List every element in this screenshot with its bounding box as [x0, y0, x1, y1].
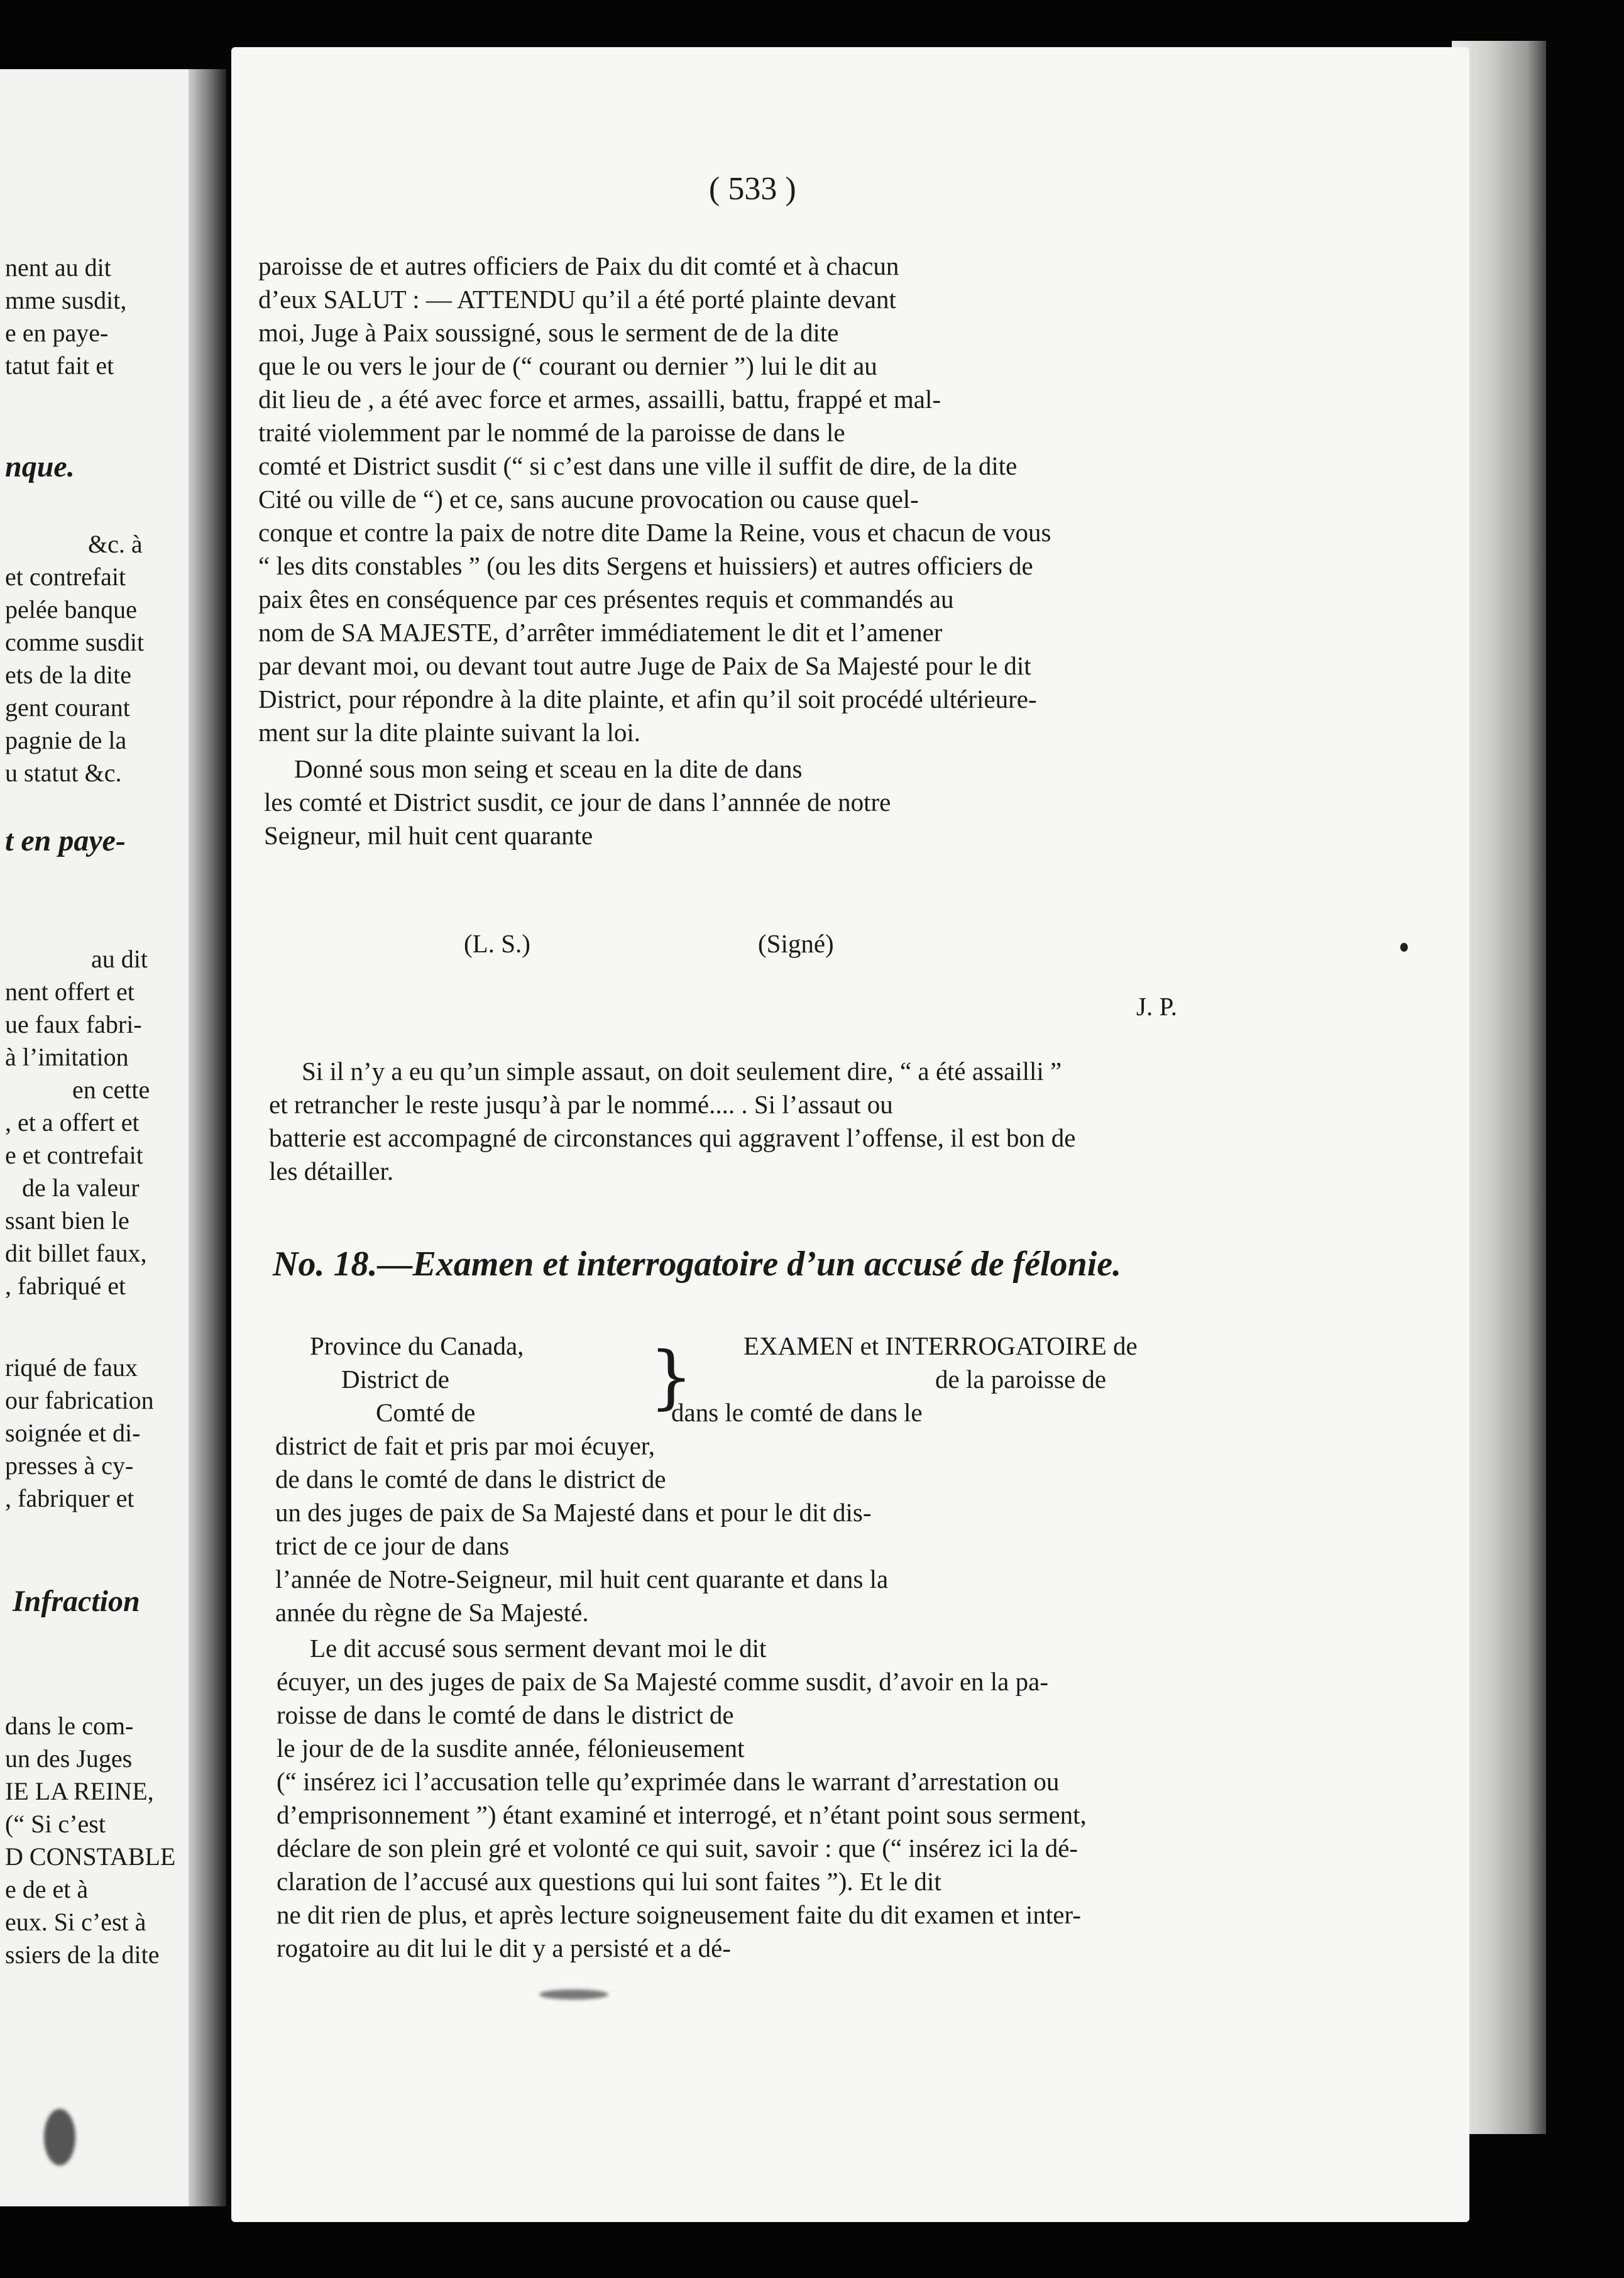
warrant-line: Donné sous mon seing et sceau en la dite de dans [294, 754, 803, 783]
left-line: dans le com- [5, 1712, 134, 1740]
left-heading: Infraction [13, 1585, 140, 1618]
note-line: les détailler. [269, 1157, 394, 1186]
examen-county: dans le comté de dans le [671, 1398, 923, 1427]
examen-line: déclare de son plein gré et volonté ce qui suit, savoir : que (“ insérez ici la dé- [277, 1834, 1078, 1863]
warrant-line: que le ou vers le jour de (“ courant ou dernier ”) lui le dit au [258, 351, 877, 380]
signed-label: (Signé) [758, 929, 834, 958]
left-line: our fabrication [5, 1386, 154, 1414]
examen-line: roisse de dans le comté de dans le district de [277, 1700, 734, 1729]
note-line: Si il n’y a eu qu’un simple assaut, on doit seulement dire, “ a été assailli ” [302, 1057, 1062, 1086]
warrant-line: moi, Juge à Paix soussigné, sous le serment de de la dite [258, 318, 839, 347]
examen-line: écuyer, un des juges de paix de Sa Majesté comme susdit, d’avoir en la pa- [277, 1667, 1048, 1696]
caption-province: Province du Canada, [310, 1331, 524, 1360]
warrant-line: District, pour répondre à la dite plainte, et afin qu’il soit procédé ultérieure- [258, 685, 1037, 713]
left-heading: nque. [5, 450, 75, 483]
left-line: nent offert et [5, 977, 134, 1006]
left-page [0, 69, 207, 2206]
jp-label: J. P. [1136, 992, 1177, 1021]
left-line: soignée et di- [5, 1419, 141, 1447]
ink-smudge [539, 1989, 608, 2000]
note-line: batterie est accompagné de circonstances qui aggravent l’offense, il est bon de [269, 1123, 1076, 1152]
caption-brace: } [649, 1336, 693, 1417]
left-line: eux. Si c’est à [5, 1908, 146, 1936]
left-line: ssant bien le [5, 1206, 129, 1235]
warrant-line: d’eux SALUT : — ATTENDU qu’il a été porté plainte devant [258, 285, 896, 314]
ink-smudge [44, 2109, 75, 2165]
left-line: de la valeur [22, 1174, 140, 1202]
warrant-line: les comté et District susdit, ce jour de dans l’annnée de notre [264, 788, 891, 817]
left-line: e en paye- [5, 319, 109, 347]
examen-line: de dans le comté de dans le district de [275, 1465, 666, 1494]
caption-district: District de [341, 1365, 449, 1394]
warrant-line: ment sur la dite plainte suivant la loi. [258, 718, 641, 747]
left-line: et contrefait [5, 563, 126, 591]
warrant-line: conque et contre la paix de notre dite Dame la Reine, vous et chacun de vous [258, 518, 1051, 547]
left-heading: t en paye- [5, 824, 126, 857]
left-line: un des Juges [5, 1744, 133, 1773]
examen-line: (“ insérez ici l’accusation telle qu’exprimée dans le warrant d’arrestation ou [277, 1767, 1060, 1796]
left-line: comme susdit [5, 628, 145, 656]
section-title: —Examen et interrogatoire d’un accusé de félonie. [377, 1245, 1122, 1284]
left-line: gent courant [5, 693, 130, 722]
warrant-line: Cité ou ville de “) et ce, sans aucune provocation ou cause quel- [258, 485, 919, 514]
caption-county: Comté de [376, 1398, 476, 1427]
page-number: ( 533 ) [709, 171, 796, 207]
left-line: à l’imitation [5, 1043, 129, 1071]
left-line: nent au dit [5, 253, 111, 282]
examen-line: un des juges de paix de Sa Majesté dans et pour le dit dis- [275, 1498, 872, 1527]
left-line: u statut &c. [5, 759, 122, 787]
seal-label: (L. S.) [464, 929, 530, 958]
left-line: presses à cy- [5, 1451, 134, 1480]
left-line: dit billet faux, [5, 1239, 147, 1267]
examen-parish: de la paroisse de [935, 1365, 1107, 1394]
examen-line: d’emprisonnement ”) étant examiné et interrogé, et n’étant point sous serment, [277, 1800, 1087, 1829]
warrant-line: comté et District susdit (“ si c’est dans une ville il suffit de dire, de la dite [258, 451, 1018, 480]
left-line: e de et à [5, 1875, 89, 1903]
examen-line: année du règne de Sa Majesté. [275, 1598, 589, 1627]
left-line: D CONSTABLE [5, 1842, 176, 1871]
left-line: (“ Si c’est [5, 1810, 106, 1838]
left-line: mme susdit, [5, 286, 127, 314]
left-line: ue faux fabri- [5, 1010, 142, 1038]
left-line: tatut fait et [5, 351, 114, 380]
left-line: ssiers de la dite [5, 1940, 160, 1969]
note-line: et retrancher le reste jusqu’à par le nommé.... . Si l’assaut ou [269, 1090, 893, 1119]
left-line: riqué de faux [5, 1353, 138, 1382]
left-line: ets de la dite [5, 661, 132, 689]
left-line: , fabriqué et [5, 1272, 126, 1300]
warrant-line: paroisse de et autres officiers de Paix du dit comté et à chacun [258, 251, 899, 280]
warrant-line: Seigneur, mil huit cent quarante [264, 821, 593, 850]
left-line: e et contrefait [5, 1141, 143, 1169]
examen-line: Le dit accusé sous serment devant moi le dit [310, 1634, 767, 1663]
left-line: au dit [91, 945, 148, 973]
examen-line: rogatoire au dit lui le dit y a persisté et a dé- [277, 1934, 731, 1962]
examen-line: le jour de de la susdite année, félonieusement [277, 1734, 745, 1763]
warrant-line: dit lieu de , a été avec force et armes, assailli, battu, frappé et mal- [258, 385, 941, 414]
left-line: , et a offert et [5, 1108, 140, 1136]
warrant-line: traité violemment par le nommé de la paroisse de dans le [258, 418, 845, 447]
left-line: , fabriquer et [5, 1484, 134, 1512]
warrant-line: paix êtes en conséquence par ces présentes requis et commandés au [258, 585, 954, 614]
left-line: pagnie de la [5, 726, 127, 754]
left-line: pelée banque [5, 595, 137, 624]
section-heading [273, 1245, 1122, 1284]
examen-line: claration de l’accusé aux questions qui lui sont faites ”). Et le dit [277, 1867, 941, 1896]
examen-title: EXAMEN et INTERROGATOIRE de [743, 1331, 1138, 1360]
left-line: en cette [72, 1076, 150, 1104]
examen-line: ne dit rien de plus, et après lecture soigneusement faite du dit examen et inter- [277, 1900, 1081, 1929]
warrant-line: “ les dits constables ” (ou les dits Sergens et huissiers) et autres officiers de [258, 551, 1033, 580]
section-number: No. 18. [273, 1245, 378, 1284]
left-line: IE LA REINE, [5, 1777, 154, 1805]
warrant-line: nom de SA MAJESTE, d’arrêter immédiatement le dit et l’amener [258, 618, 943, 647]
ink-speck [1400, 943, 1408, 952]
main-page [231, 47, 1469, 2222]
gutter-shadow [189, 69, 226, 2206]
left-line: &c. à [88, 530, 143, 558]
warrant-line: par devant moi, ou devant tout autre Juge de Paix de Sa Majesté pour le dit [258, 651, 1031, 680]
examen-line: district de fait et pris par moi écuyer, [275, 1431, 656, 1460]
examen-line: trict de ce jour de dans [275, 1531, 510, 1560]
examen-line: l’année de Notre-Seigneur, mil huit cent quarante et dans la [275, 1565, 889, 1593]
